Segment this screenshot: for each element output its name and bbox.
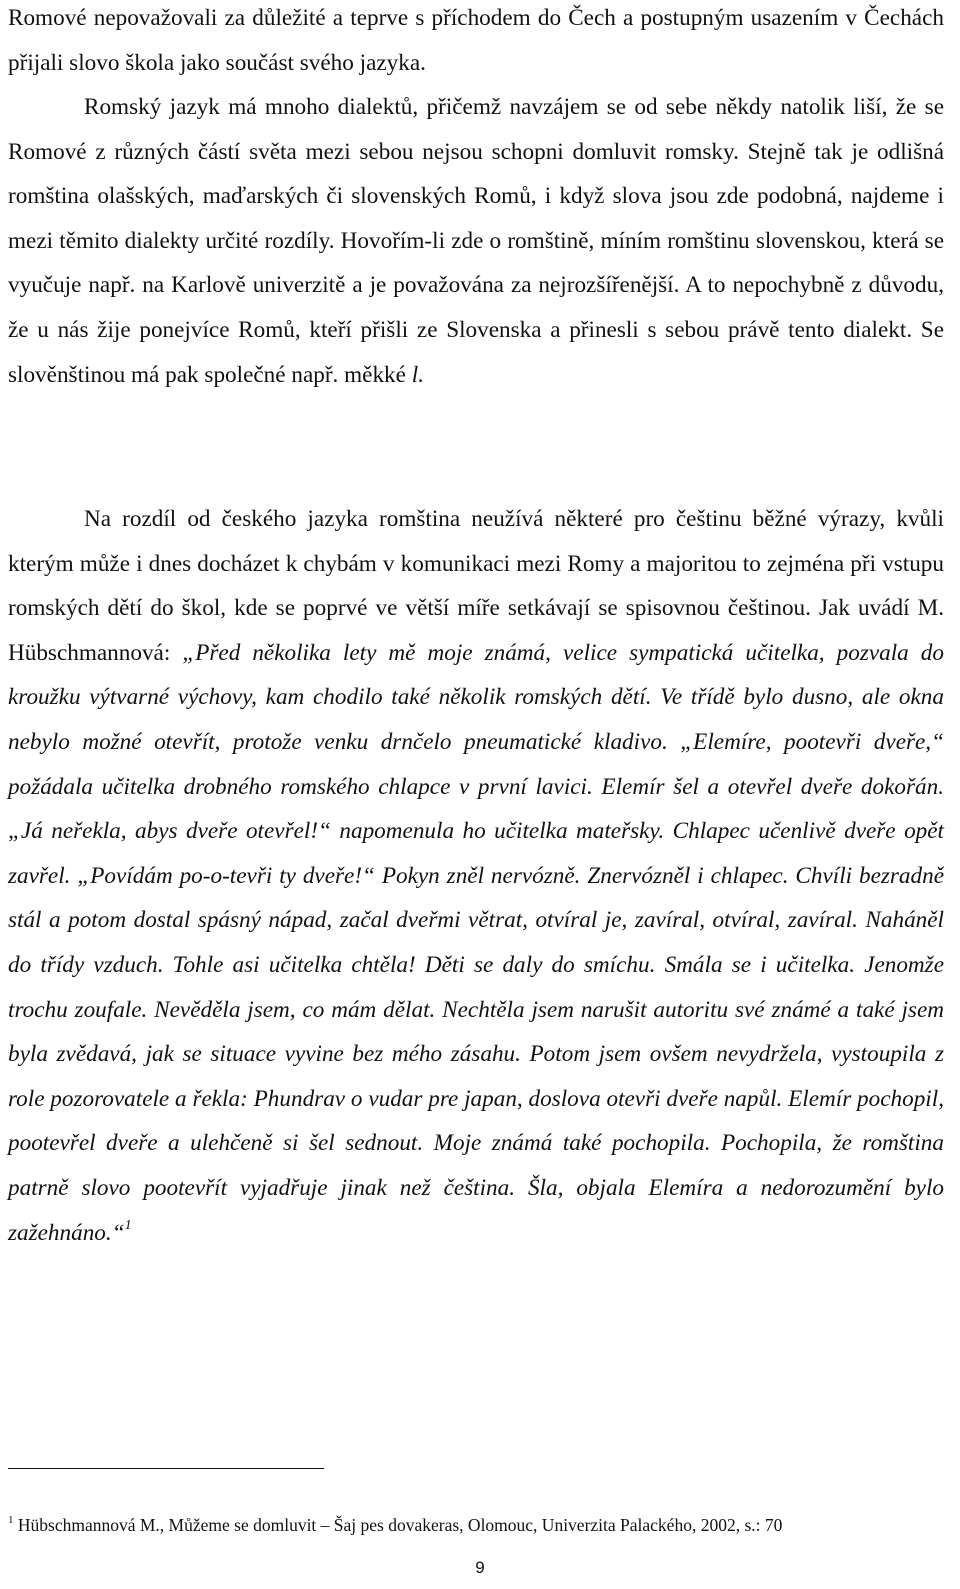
paragraph-2 xyxy=(8,85,944,397)
paragraph-2-text: Romský jazyk má mnoho dialektů, přičemž navzájem se od sebe někdy natolik liší, že se Romové z různých částí světa mezi sebou nejsou schopni domluvit romsky. Stejně tak je odlišná romština olašských, maďarských či slovenských Romů, i když slova jsou zde podobná, najdeme i mezi těmito dialekty určité rozdíly. Hovořím-li zde o romštině, míním romštinu slovenskou, která se vyučuje např. na Karlově univerzitě a je považována za nejrozšířenější. A to nepochybně z důvodu, že u nás žije ponejvíce Romů, kteří přišli ze Slovenska a přinesli s sebou právě tento dialekt. Se slověnštinou má pak společné např. měkké xyxy=(8,94,944,388)
paragraph-3 xyxy=(8,497,944,1255)
footnote-separator xyxy=(8,1468,324,1469)
paragraph-2-italic-letter: l. xyxy=(411,361,424,388)
footnote-text: Hübschmannová M., Můžeme se domluvit – Šaj pes dovakeras, Olomouc, Univerzita Palackého, 2002, s.: 70 xyxy=(17,1515,783,1535)
paragraph-1: Romové nepovažovali za důležité a teprve s příchodem do Čech a postupným usazením v Čechách přijali slovo škola jako součást svého jazyka. xyxy=(8,5,944,76)
footnote-reference[interactable]: 1 xyxy=(124,1217,132,1233)
quotation: „Před několika lety mě moje známá, velice sympatická učitelka, pozvala do kroužku výtvarné výchovy, kam chodilo také několik romských dětí. Ve třídě bylo dusno, ale okna nebylo možné otevřít, protože venku drnčelo pneumatické kladivo. „Elemíre, pootevři dveře,“ požádala učitelka drobného romského chlapce v první lavici. Elemír šel a otevřel dveře dokořán. „Já neřekla, abys dveře otevřel!“ napomenula ho učitelka mateřsky. Chlapec učenlivě dveře opět zavřel. „Povídám po-o-tevři ty dveře!“ Pokyn zněl nervózně. Znervózněl i chlapec. Chvíli bezradně stál a potom dostal spásný nápad, začal dveřmi větrat, otvíral je, zavíral, otvíral, zavíral. Naháněl do třídy vzduch. Tohle asi učitelka chtěla! Děti se daly do smíchu. Smála se i učitelka. Jenomže trochu zoufale. Nevěděla jsem, co mám dělat. Nechtěla jsem narušit autoritu své známé a také jsem byla zvědavá, jak se situace vyvine bez mého zásahu. Potom jsem ovšem nevydržela, vystoupila z role pozorovatele a řekla: Phundrav o vudar pre japan, doslova otevři dveře napůl. Elemír pochopil, pootevřel dveře a ulehčeně si šel sednout. Moje známá také pochopila. Pochopila, že romština patrně slovo pootevřít vyjadřuje jinak než čeština. Šla, objala Elemíra a nedorozumění bylo zažehnáno.“ xyxy=(8,639,944,1246)
footnote-number: 1 xyxy=(8,1514,14,1526)
footnote xyxy=(8,1512,944,1539)
paragraph-3-intro: Na rozdíl od českého jazyka romština neužívá některé pro češtinu běžné výrazy, kvůli kterým může i dnes docházet k chybám v komunikaci mezi Romy a majoritou to zejména při vstupu romských dětí do škol, kde se poprvé ve větší míře setkávají se spisovnou češtinou. Jak uvádí M. Hübschmannová: xyxy=(8,506,944,666)
page-number: 9 xyxy=(475,1558,485,1577)
